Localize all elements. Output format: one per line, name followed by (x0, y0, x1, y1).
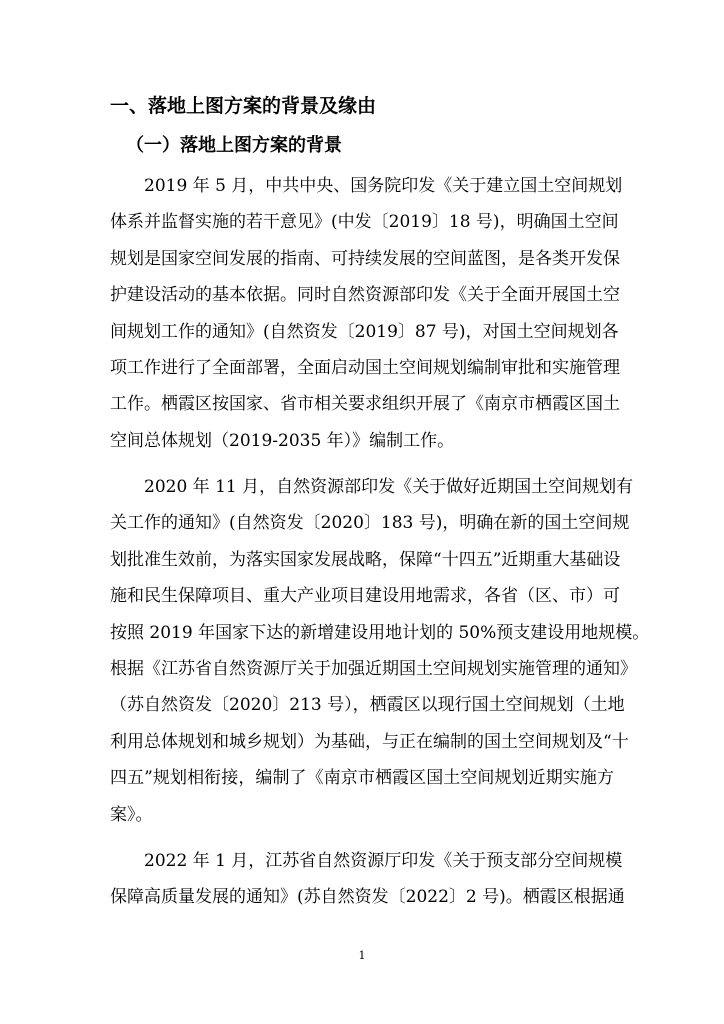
page-number: 1 (358, 949, 366, 962)
paragraph-line: 间规划工作的通知》(自然资发〔2019〕87 号)，对国土空间规划各 (110, 321, 619, 342)
paragraph-background-2022 (110, 843, 625, 916)
paragraph-line: 2020 年 11 月，自然资源部印发《关于做好近期国土空间规划有 (144, 477, 634, 497)
paragraph-line: 保障高质量发展的通知》(苏自然资发〔2022〕2 号)。栖霞区根据通 (110, 887, 625, 908)
paragraph-background-2020 (110, 469, 650, 833)
paragraph-background-2019 (110, 168, 623, 459)
paragraph-line: 按照 2019 年国家下达的新增建设用地计划的 50%预支建设用地规模。 (110, 622, 650, 643)
paragraph-line: 关工作的通知》(自然资发〔2020〕183 号)，明确在新的国土空间规 (110, 513, 630, 534)
paragraph-line: 2019 年 5 月，中共中央、国务院印发《关于建立国土空间规划 (144, 176, 623, 196)
paragraph-line: 根据《江苏省自然资源厅关于加强近期国土空间规划实施管理的通知》 (110, 658, 637, 679)
paragraph-line: 利用总体规划和城乡规划）为基础，与正在编制的国土空间规划及“十 (110, 731, 629, 752)
paragraph-line: 项工作进行了全面部署，全面启动国土空间规划编制审批和实施管理 (110, 357, 620, 378)
paragraph-line: 工作。栖霞区按国家、省市相关要求组织开展了《南京市栖霞区国土 (110, 394, 620, 415)
paragraph-line: （苏自然资发〔2020〕213 号），栖霞区以现行国土空间规划（土地 (110, 695, 625, 716)
paragraph-line: 施和民生保障项目、重大产业项目建设用地需求，各省（区、市）可 (110, 586, 620, 607)
paragraph-line: 划批准生效前，为落实国家发展战略，保障“十四五”近期重大基础设 (110, 549, 621, 570)
paragraph-line: 案》。 (110, 804, 153, 825)
paragraph-line: 护建设活动的基本依据。同时自然资源部印发《关于全面开展国土空 (110, 285, 620, 306)
paragraph-line: 体系并监督实施的若干意见》(中发〔2019〕18 号)，明确国土空间 (110, 212, 619, 233)
paragraph-line: 规划是国家空间发展的指南、可持续发展的空间蓝图，是各类开发保 (110, 248, 620, 269)
paragraph-line: 四五”规划相衔接，编制了《南京市栖霞区国土空间规划近期实施方 (110, 768, 614, 789)
paragraph-line: 2022 年 1 月，江苏省自然资源厅印发《关于预支部分空间规模 (144, 851, 623, 871)
section-heading: 一、落地上图方案的背景及缘由 (110, 95, 377, 117)
paragraph-line: 空间总体规划（2019-2035 年）》编制工作。 (110, 430, 455, 451)
subsection-heading: （一）落地上图方案的背景 (126, 135, 342, 156)
